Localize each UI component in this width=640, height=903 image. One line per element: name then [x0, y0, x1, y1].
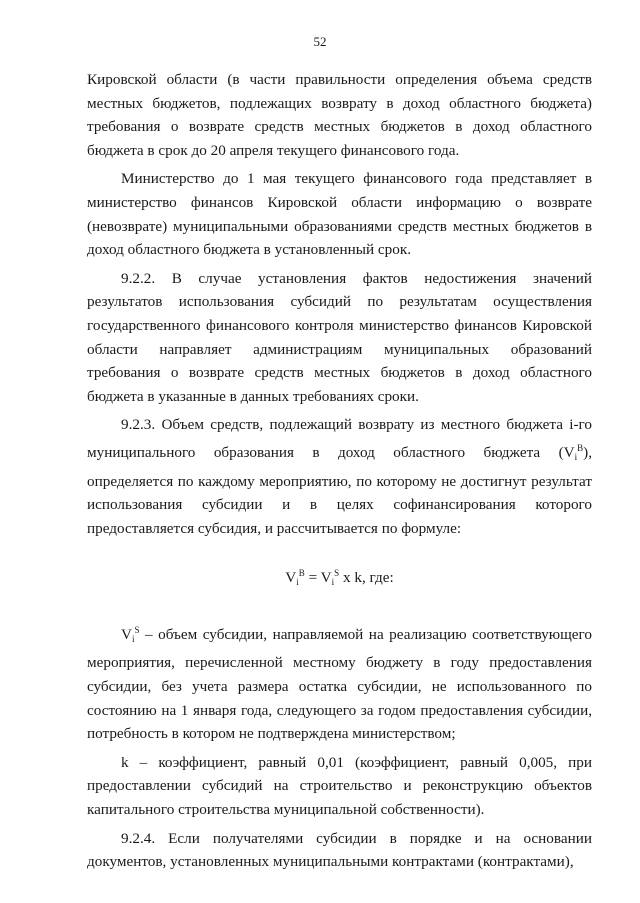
- paragraph-9-2-4: 9.2.4. Если получателями субсидии в порядке и на основании документов, установленных муниципальными контрактами (контрактами),: [87, 829, 592, 871]
- return-formula: $V_i^B = V_i^S$ x k, где:: [285, 568, 394, 588]
- symbol-vib: $V_i^B$: [563, 442, 584, 462]
- paragraph-1: Кировской области (в части правильности определения объема средств местных бюджетов, подлежащих возврату в доход областного бюджета) требования о возврате средств местных бюджетов в доход областного бюджета в срок до 20 апреля текущего финансового года.: [87, 71, 592, 159]
- page-number: 52: [313, 34, 327, 49]
- definition-vis-text: – объем субсидии, направляемой на реализацию соответствующего мероприятия, перечисленной местному бюджету в году предоставления субсидии, без учета размера остатка субсидии, не использованного по состоянию на 1 января года, следующего за годом предоставления субсидии, потребность в котором не подтверждена министерством;: [87, 625, 592, 743]
- paragraph-9-2-2: 9.2.2. В случае установления фактов недостижения значений результатов использования субсидий по результатам осуществления государственного финансового контроля министерство финансов Кировской области направляет администрациям муниципальных образований требования о возврате средств местных бюджетов в доход областного бюджета в указанные в данных требованиях сроки.: [87, 269, 592, 405]
- paragraph-9-2-3-text-start: 9.2.3. Объем средств, подлежащий возврату из местного бюджета i-го муниципального образования в доход областного бюджета (: [87, 416, 592, 461]
- paragraph-9-2-3-text-end: ), определяется по каждому мероприятию, по которому не достигнут результат использования субсидии и в целях софинансирования которого предоставляется субсидия, и рассчитывается по формуле:: [87, 443, 592, 537]
- definition-k: k – коэффициент, равный 0,01 (коэффициент, равный 0,005, при предоставлении субсидий на строительство и реконструкцию объектов капитального строительства муниципальной собственности).: [87, 753, 592, 819]
- definition-vis: [87, 619, 592, 746]
- symbol-vis: $V_i^S$: [121, 624, 140, 644]
- document-body: [87, 68, 592, 879]
- paragraph-2: Министерство до 1 мая текущего финансового года представляет в министерство финансов Кировской области информацию о возврате (невозврате) муниципальными образованиями средств местных бюджетов в доход областного бюджета в установленный срок.: [87, 170, 592, 259]
- paragraph-9-2-3: [87, 413, 592, 540]
